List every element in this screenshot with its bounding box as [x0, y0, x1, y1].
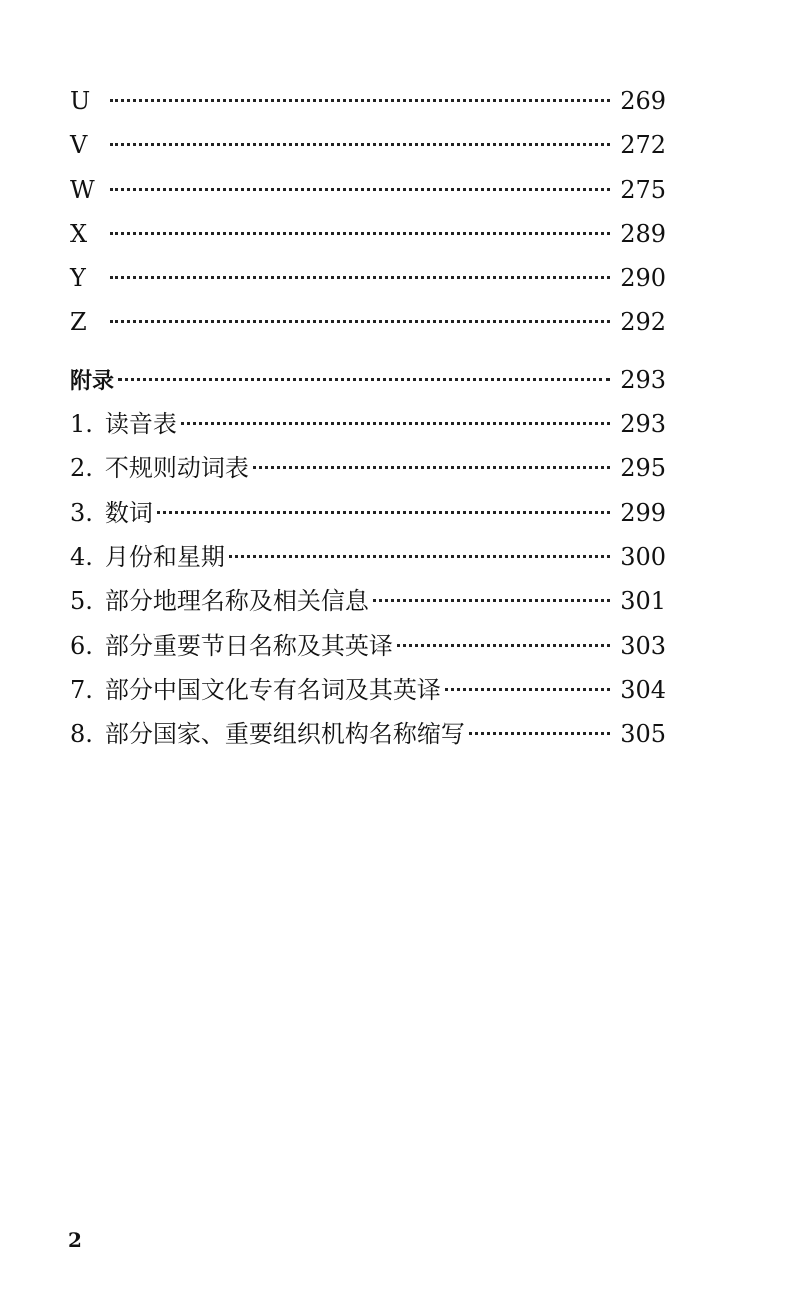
dot-leader	[373, 599, 610, 602]
toc-appendix-item	[70, 624, 666, 668]
toc-entry-page: 301	[620, 587, 666, 616]
item-number: 4.	[70, 542, 93, 571]
dot-leader	[469, 732, 610, 735]
toc-appendix-item	[70, 535, 666, 579]
dot-leader	[181, 422, 610, 425]
page-number: 2	[68, 1228, 82, 1252]
toc-entry-page: 293	[620, 365, 666, 394]
item-number: 5.	[70, 587, 93, 616]
toc-entry-page: 293	[620, 410, 666, 439]
dot-leader	[110, 276, 610, 279]
toc-entry-page: 295	[620, 454, 666, 483]
toc-entry-page: 272	[620, 131, 666, 160]
toc-entry-label: 部分地理名称及相关信息	[104, 587, 369, 616]
dot-leader	[397, 644, 610, 647]
toc-entry-label: 部分中国文化专有名词及其英译	[104, 675, 441, 704]
dot-leader	[253, 466, 610, 469]
dot-leader	[445, 688, 610, 691]
toc-entry-page: 290	[620, 264, 666, 293]
toc-entry-appendix	[70, 358, 666, 402]
item-number: 6.	[70, 631, 93, 660]
toc-entry-page: 289	[620, 219, 666, 248]
toc-entry-page: 304	[620, 675, 666, 704]
toc-entry-w	[70, 168, 666, 212]
toc-appendix-item	[70, 446, 666, 490]
toc-entry-label: 读音表	[104, 410, 177, 439]
toc-entry-label: W	[70, 175, 95, 204]
dot-leader	[157, 511, 610, 514]
toc-entry-label: Y	[70, 264, 86, 293]
dot-leader	[110, 188, 610, 191]
toc-appendix-item	[70, 402, 666, 446]
toc-entry-label: 部分重要节日名称及其英译	[104, 631, 393, 660]
item-number: 8.	[70, 720, 93, 749]
appendix-heading: 附录	[70, 368, 115, 394]
dot-leader	[110, 320, 610, 323]
dot-leader	[229, 555, 610, 558]
toc-entry-label: 数词	[104, 498, 153, 527]
toc-entry-u	[70, 79, 666, 123]
toc-entry-label: 不规则动词表	[104, 454, 249, 483]
toc-entry-label: V	[70, 131, 88, 160]
toc-entry-page: 300	[620, 542, 666, 571]
toc-appendix-item	[70, 579, 666, 623]
item-number: 3.	[70, 498, 93, 527]
dot-leader	[110, 232, 610, 235]
toc-entry-page: 292	[620, 308, 666, 337]
toc-entry-v	[70, 123, 666, 167]
item-number: 1.	[70, 410, 93, 439]
toc-entry-label: X	[70, 219, 88, 248]
dot-leader	[118, 378, 610, 381]
toc-entry-label: Z	[70, 308, 87, 337]
toc-entry-x	[70, 212, 666, 256]
table-of-contents	[70, 79, 666, 756]
toc-entry-label: 月份和星期	[104, 542, 225, 571]
dot-leader	[110, 143, 610, 146]
toc-appendix-item	[70, 712, 666, 756]
toc-entry-z	[70, 300, 666, 344]
toc-entry-page: 269	[620, 87, 666, 115]
toc-entry-page: 299	[620, 498, 666, 527]
toc-entry-label: U	[70, 87, 91, 115]
toc-entry-page: 275	[620, 175, 666, 204]
dot-leader	[110, 99, 610, 102]
toc-entry-y	[70, 256, 666, 300]
toc-entry-label: 部分国家、重要组织机构名称缩写	[104, 720, 465, 749]
toc-appendix-item	[70, 668, 666, 712]
toc-appendix-item	[70, 491, 666, 535]
toc-entry-page: 303	[620, 631, 666, 660]
toc-entry-page: 305	[620, 720, 666, 749]
item-number: 2.	[70, 454, 93, 483]
item-number: 7.	[70, 675, 93, 704]
